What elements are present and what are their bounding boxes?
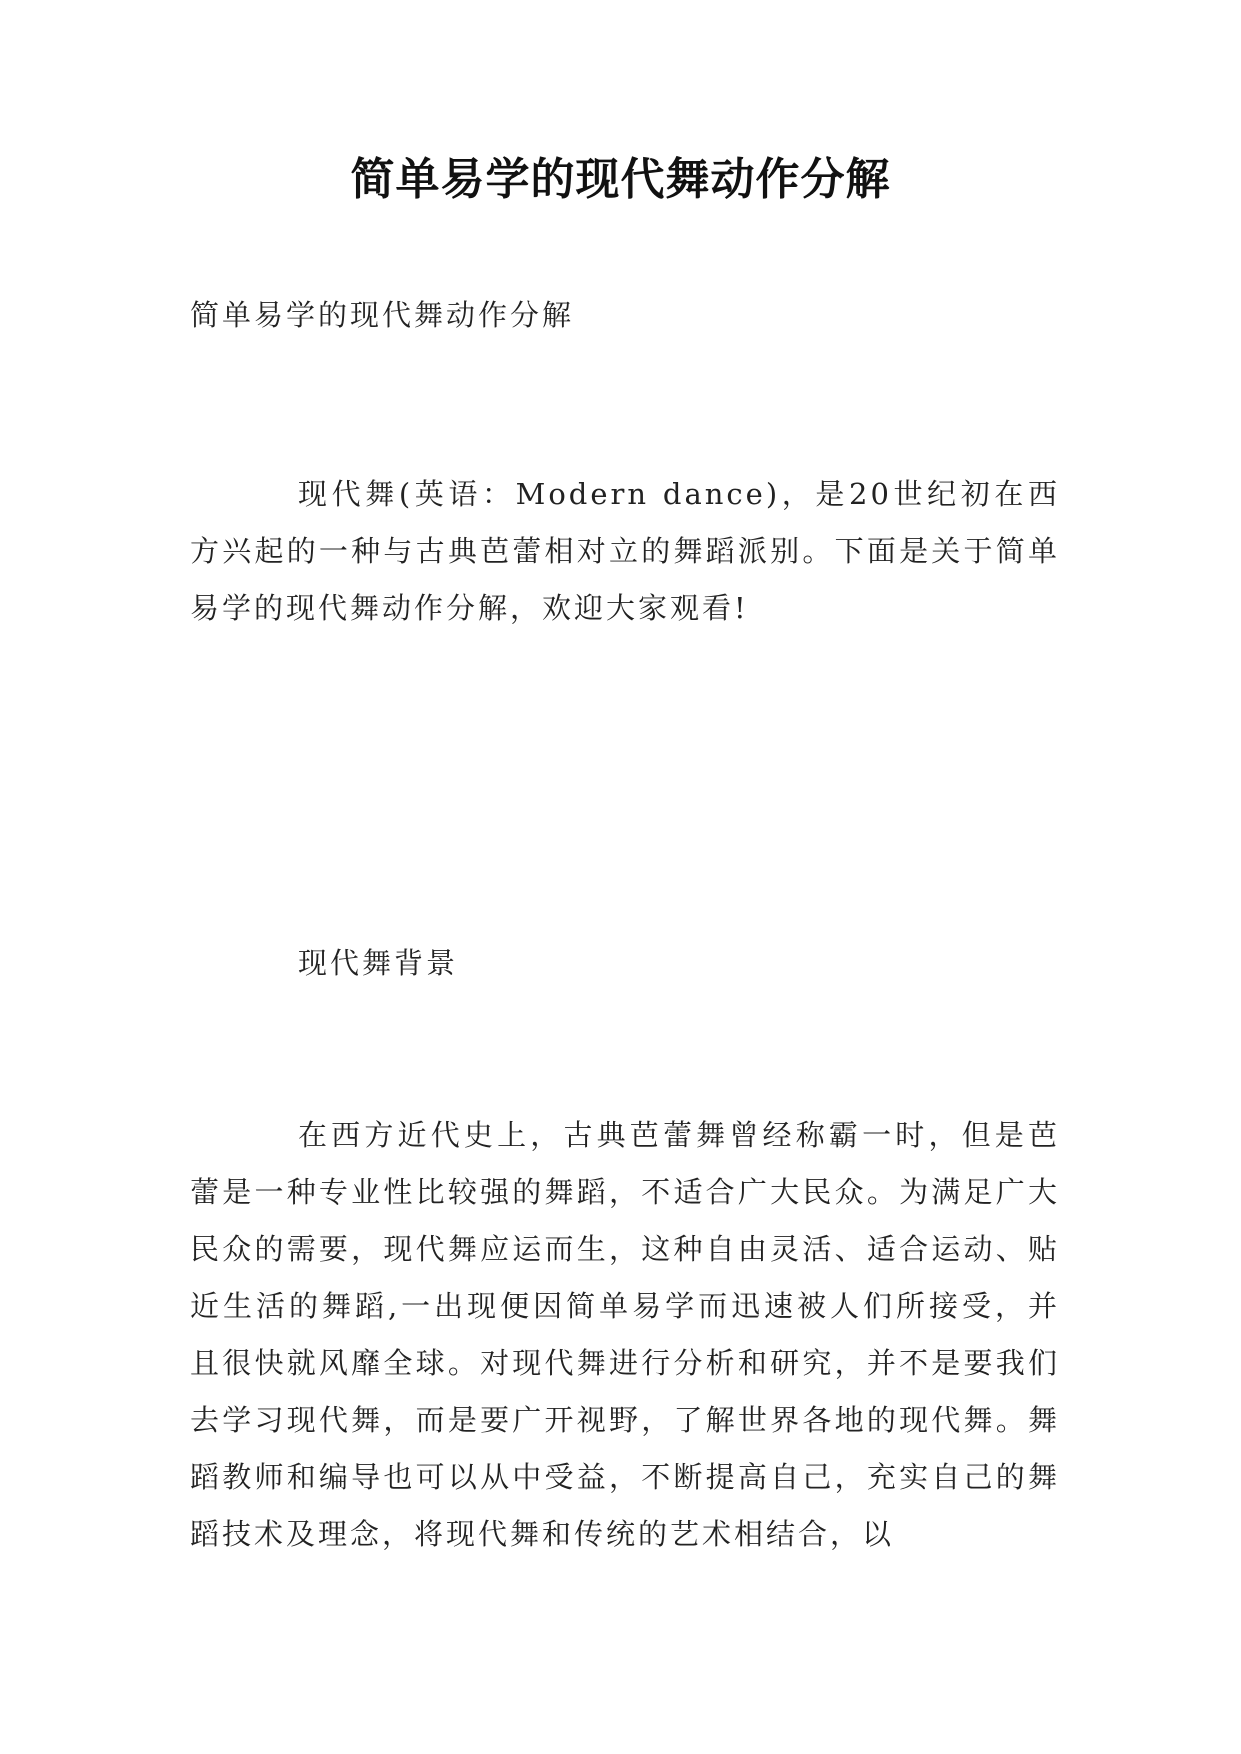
document-subtitle: 简单易学的现代舞动作分解 bbox=[190, 298, 575, 332]
section-heading: 现代舞背景 bbox=[298, 946, 459, 980]
document-title: 简单易学的现代舞动作分解 bbox=[350, 154, 891, 205]
intro-paragraph: 现代舞(英语：Modern dance)，是20世纪初在西方兴起的一种与古典芭蕾相对立的舞蹈派别。下面是关于简单易学的现代舞动作分解，欢迎大家观看! bbox=[190, 477, 1060, 625]
body-paragraph: 在西方近代史上，古典芭蕾舞曾经称霸一时，但是芭蕾是一种专业性比较强的舞蹈，不适合广大民众。为满足广大民众的需要，现代舞应运而生，这种自由灵活、适合运动、贴近生活的舞蹈,一出现便因简单易学而迅速被人们所接受，并且很快就风靡全球。对现代舞进行分析和研究，并不是要我们去学习现代舞，而是要广开视野，了解世界各地的现代舞。舞蹈教师和编导也可以从中受益，不断提高自己，充实自己的舞蹈技术及理念，将现代舞和传统的艺术相结合，以 bbox=[190, 1118, 1060, 1551]
